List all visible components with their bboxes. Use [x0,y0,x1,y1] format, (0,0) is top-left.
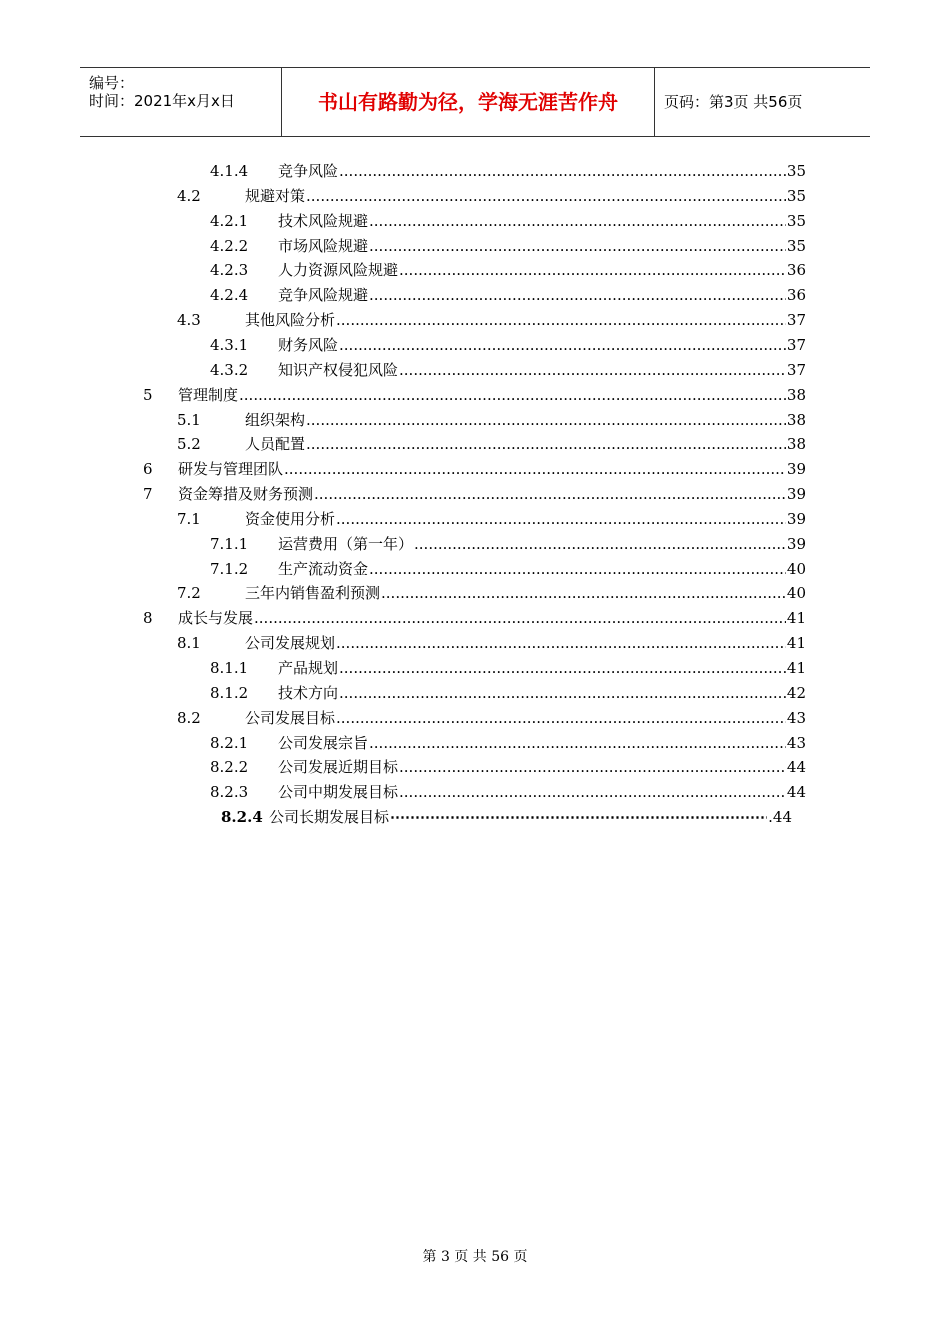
toc-entry[interactable] [177,508,806,530]
toc-entry-page: 39 [786,485,806,504]
toc-entry-page: 44 [786,758,806,777]
toc-entry[interactable] [177,582,806,604]
toc-entry-number: 5.2 [177,435,201,454]
toc-entry-number: 8.2.2 [210,758,249,777]
toc-entry-page: 41 [786,634,806,653]
toc-leader-dots [306,433,786,455]
toc-entry-number: 8 [143,609,153,628]
toc-leader-dots [339,682,786,704]
toc-entry-page: 38 [786,410,806,429]
toc-entry-page: 36 [786,286,806,305]
toc-entry-number: 7.2 [177,584,201,603]
toc-entry[interactable] [210,682,806,704]
toc-entry-page: 40 [786,559,806,578]
header-meta-cell [80,68,282,136]
document-code-label: 编号： [89,74,135,92]
toc-entry-number: 8.1.1 [210,659,249,677]
toc-leader-dots [369,210,786,232]
toc-entry[interactable] [177,707,806,729]
toc-entry[interactable] [210,732,806,754]
toc-leader-dots [339,334,786,356]
header-page-info: 页码：第3页 共56页 [664,93,803,111]
toc-entry-number: 6 [143,460,153,479]
toc-entry-number: 8.2 [177,708,201,727]
toc-entry-title: 市场风险规避 [278,236,369,255]
toc-leader-dots [239,384,786,406]
toc-entry[interactable] [210,259,806,281]
toc-entry-title: 公司发展宗旨 [278,733,369,752]
toc-entry-title: 组织架构 [245,410,306,429]
toc-entry-page: 35 [786,236,806,255]
toc-entry[interactable] [177,309,806,331]
toc-entry-number: 8.2.1 [210,733,249,752]
toc-entry-title: 管理制度 [178,385,239,404]
toc-entry-title: 公司长期发展目标 [269,808,390,827]
toc-entry-page: 35 [786,211,806,230]
toc-entry-page: 42 [786,683,806,702]
toc-leader-dots [369,235,786,257]
toc-leader-dots [369,558,786,580]
toc-leader-dots [306,185,786,207]
toc-leader-dots [381,582,786,604]
toc-entry[interactable] [210,558,806,580]
toc-entry[interactable] [143,607,806,629]
toc-entry-page: 39 [786,460,806,479]
toc-entry[interactable] [210,756,806,778]
toc-entry-number: 8.2.3 [210,783,249,802]
toc-entry-number: 8.1 [177,634,201,653]
toc-entry-number: 7.1.2 [210,559,249,578]
toc-leader-dots [336,309,786,331]
toc-entry-title: 生产流动资金 [278,559,369,578]
toc-entry-page: 39 [786,534,806,553]
toc-entry[interactable] [210,210,806,232]
toc-entry-title: 三年内销售盈利预测 [245,584,381,603]
toc-entry[interactable] [210,284,806,306]
toc-entry-page: 44 [786,783,806,802]
toc-entry-page: 37 [786,335,806,354]
toc-entry[interactable] [210,657,806,679]
toc-entry-title: 资金筹措及财务预测 [178,485,314,504]
toc-entry-number: 4.2.4 [210,286,249,305]
toc-entry-title: 运营费用（第一年） [278,534,414,553]
toc-entry-page: 37 [786,311,806,330]
toc-entry-number: 4.3.1 [210,335,249,354]
page-header [80,67,870,137]
toc-entry[interactable] [177,185,806,207]
toc-leader-dots [414,533,786,555]
toc-leader-dots [306,409,786,431]
toc-entry-page: 38 [786,385,806,404]
toc-entry-page: 38 [786,435,806,454]
toc-entry-title: 公司中期发展目标 [278,783,399,802]
toc-entry-title: 资金使用分析 [245,509,336,528]
toc-leader-dots [399,756,786,778]
toc-entry-number: 7.1.1 [210,534,249,553]
toc-entry-title: 公司发展目标 [245,708,336,727]
toc-leader-dots [314,483,786,505]
document-date-label: 时间：2021年x月x日 [89,92,235,110]
toc-entry-title: 产品规划 [278,659,339,677]
toc-entry-title: 技术方向 [278,683,339,702]
toc-entry-title: 人力资源风险规避 [278,261,399,280]
toc-entry[interactable] [210,160,806,182]
toc-entry[interactable] [210,781,806,803]
toc-entry-title: 财务风险 [278,335,339,354]
toc-entry-title: 公司发展近期目标 [278,758,399,777]
toc-entry[interactable] [221,806,792,828]
toc-leader-dots [399,781,786,803]
toc-entry[interactable] [177,632,806,654]
toc-entry-number: 4.2 [177,186,201,205]
toc-entry-title: 研发与管理团队 [178,460,284,479]
toc-entry-number: 4.3 [177,311,201,330]
toc-entry-page: 35 [786,186,806,205]
toc-entry-title: 知识产权侵犯风险 [278,360,399,379]
toc-entry[interactable] [143,483,806,505]
toc-leader-dots [284,458,786,480]
toc-entry-page: .44 [768,808,792,827]
toc-leader-dots [399,259,786,281]
toc-entry-number: 7 [143,485,153,504]
toc-entry-page: 43 [786,708,806,727]
toc-entry-number: 8.2.4 [221,808,263,827]
toc-entry-page: 41 [786,659,806,677]
header-motto: 书山有路勤为径，学海无涯苦作舟 [282,68,655,136]
toc-entry-title: 规避对策 [245,186,306,205]
toc-leader-dots [390,806,767,828]
toc-entry[interactable] [210,533,806,555]
toc-entry-title: 竞争风险规避 [278,286,369,305]
toc-entry-number: 7.1 [177,509,201,528]
toc-leader-dots [369,284,786,306]
toc-entry[interactable] [210,359,806,381]
toc-entry[interactable] [210,334,806,356]
toc-entry[interactable] [177,433,806,455]
toc-leader-dots [336,707,786,729]
toc-entry-page: 37 [786,360,806,379]
toc-leader-dots [399,359,786,381]
toc-entry-number: 4.1.4 [210,162,249,180]
toc-entry-page: 36 [786,261,806,280]
toc-entry[interactable] [210,235,806,257]
toc-leader-dots [336,508,786,530]
toc-entry-title: 成长与发展 [178,609,254,628]
toc-entry-title: 公司发展规划 [245,634,336,653]
page-footer: 第 3 页 共 56 页 [422,1249,528,1265]
toc-entry-title: 技术风险规避 [278,211,369,230]
toc-entry-page: 35 [786,162,806,180]
toc-leader-dots [254,607,786,629]
toc-entry-number: 4.2.2 [210,236,249,255]
toc-leader-dots [339,160,786,182]
toc-entry[interactable] [143,384,806,406]
toc-entry-number: 4.2.1 [210,211,249,230]
toc-entry-number: 5 [143,385,153,404]
toc-entry-number: 8.1.2 [210,683,249,702]
toc-entry-number: 5.1 [177,410,201,429]
toc-entry-page: 40 [786,584,806,603]
toc-entry-page: 43 [786,733,806,752]
toc-entry-number: 4.2.3 [210,261,249,280]
toc-entry-title: 竞争风险 [278,162,339,180]
toc-entry-title: 人员配置 [245,435,306,454]
toc-leader-dots [369,732,786,754]
toc-entry[interactable] [177,409,806,431]
toc-leader-dots [336,632,786,654]
toc-entry-number: 4.3.2 [210,360,249,379]
toc-entry-page: 39 [786,509,806,528]
toc-leader-dots [339,657,786,679]
toc-entry-title: 其他风险分析 [245,311,336,330]
toc-entry[interactable] [143,458,806,480]
toc-entry-page: 41 [786,609,806,628]
